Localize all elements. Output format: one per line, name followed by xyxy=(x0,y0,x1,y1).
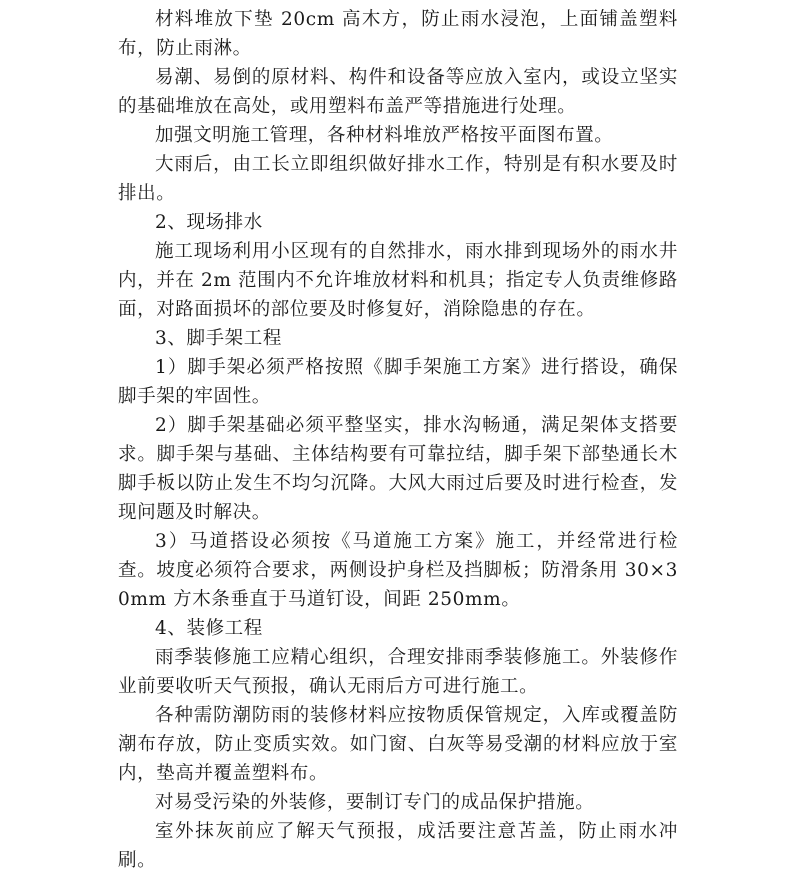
heading-site-drainage: 2、现场排水 xyxy=(155,212,263,233)
paragraph-decoration-4: 室外抹灰前应了解天气预报，成活要注意苫盖，防止雨水冲刷。 xyxy=(118,821,678,871)
paragraph-after-rain: 大雨后，由工长立即组织做好排水工作，特别是有积水要及时排出。 xyxy=(118,154,678,204)
heading-decoration: 4、装修工程 xyxy=(155,618,263,639)
paragraph-decoration-3: 对易受污染的外装修，要制订专门的成品保护措施。 xyxy=(155,792,595,813)
heading-scaffolding: 3、脚手架工程 xyxy=(155,328,282,349)
document-body xyxy=(118,0,678,875)
paragraph-site-drainage: 施工现场利用小区现有的自然排水，雨水排到现场外的雨水井内，并在 2m 范围内不允许堆放材料和机具；指定专人负责维修路面，对路面损坏的部位要及时修复好，消除隐患的存在。 xyxy=(118,241,678,320)
paragraph-scaffolding-1: 1）脚手架必须严格按照《脚手架施工方案》进行搭设，确保脚手架的牢固性。 xyxy=(118,357,678,407)
paragraph-material-stacking: 材料堆放下垫 20cm 高木方，防止雨水浸泡，上面铺盖塑料布，防止雨淋。 xyxy=(118,9,678,59)
paragraph-moisture-materials: 易潮、易倒的原材料、构件和设备等应放入室内，或设立坚实的基础堆放在高处，或用塑料布盖严等措施进行处理。 xyxy=(118,67,678,117)
paragraph-decoration-2: 各种需防潮防雨的装修材料应按物质保管规定，入库或覆盖防潮布存放，防止变质实效。如门窗、白灰等易受潮的材料应放于室内，垫高并覆盖塑料布。 xyxy=(118,705,678,784)
paragraph-civilized-construction: 加强文明施工管理，各种材料堆放严格按平面图布置。 xyxy=(155,125,614,146)
paragraph-decoration-1: 雨季装修施工应精心组织，合理安排雨季装修施工。外装修作业前要收听天气预报，确认无雨后方可进行施工。 xyxy=(118,647,678,697)
paragraph-scaffolding-2: 2）脚手架基础必须平整坚实，排水沟畅通，满足架体支搭要求。脚手架与基础、主体结构要有可靠拉结，脚手架下部垫通长木脚手板以防止发生不均匀沉降。大风大雨过后要及时进行检查，发现问题及时解决。 xyxy=(118,415,678,523)
paragraph-scaffolding-3: 3）马道搭设必须按《马道施工方案》施工，并经常进行检查。坡度必须符合要求，两侧设护身栏及挡脚板；防滑条用 30×30mm 方木条垂直于马道钉设，间距 250mm。 xyxy=(118,531,678,610)
